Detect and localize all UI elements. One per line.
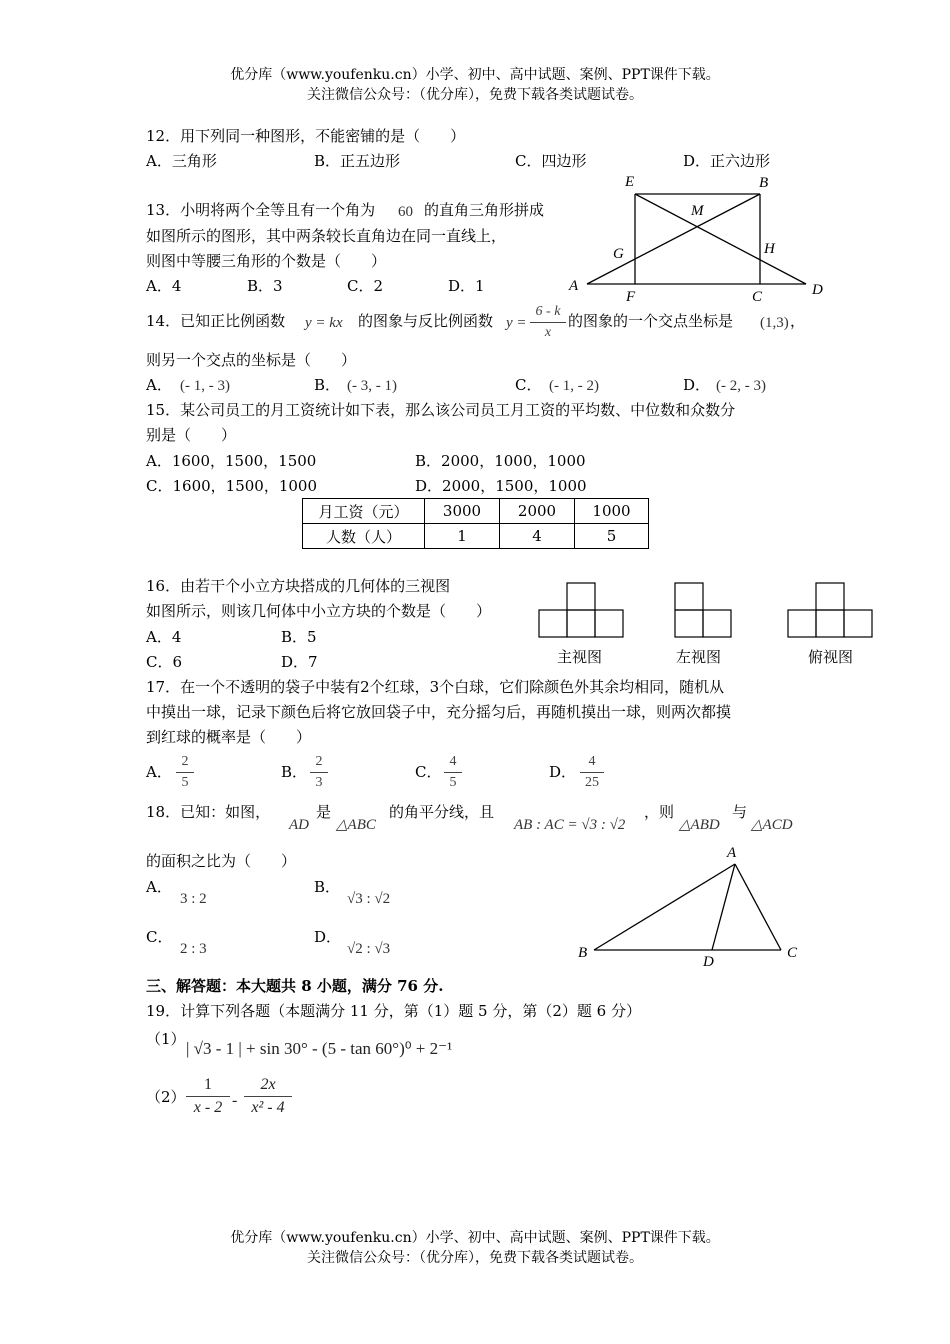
q17-option-a-letter: A． xyxy=(146,763,172,781)
q15-option-a: A．1600，1500，1500 xyxy=(146,452,317,470)
q17-option-d-fraction xyxy=(580,755,604,790)
q15-option-c: C．1600，1500，1000 xyxy=(146,477,317,495)
table-row xyxy=(303,524,649,549)
q17-line-2: 中摸出一球，记录下颜色后将它放回袋子中，充分摇匀后，再随机摸出一球，则两次都摸 xyxy=(146,703,732,721)
q18-option-a-letter: A． xyxy=(146,878,172,896)
q17-a-num: 2 xyxy=(181,754,189,769)
q15-option-d: D．2000，1500，1000 xyxy=(415,477,587,495)
q18-stem-b: 是 xyxy=(316,803,332,821)
table-cell: 3000 xyxy=(425,499,500,524)
q17-a-den: 5 xyxy=(181,775,189,790)
q17-option-c-fraction xyxy=(444,755,462,790)
q19-p2-den1: x - 2 xyxy=(193,1099,223,1116)
q16-option-b: B．5 xyxy=(281,628,317,646)
table-cell: 2000 xyxy=(500,499,575,524)
q14-option-a-value: (- 1, - 3) xyxy=(180,378,230,394)
q18-option-d-value: √2 : √3 xyxy=(347,941,391,957)
table-cell: 1000 xyxy=(575,499,649,524)
q13-angle: 60 xyxy=(398,204,413,220)
q14-option-c-value: (- 1, - 2) xyxy=(549,378,599,394)
q15-stem: 15．某公司员工的月工资统计如下表，那么该公司员工月工资的平均数、中位数和众数分 xyxy=(146,401,736,419)
section-3-title: 三、解答题：本大题共 8 小题，满分 76 分. xyxy=(146,977,444,995)
q13-label-e: E xyxy=(625,174,635,190)
q17-c-num: 4 xyxy=(449,754,457,769)
q15-option-b: B．2000，1000，1000 xyxy=(415,452,586,470)
q14-func2-lhs: y = xyxy=(506,315,527,331)
q16-option-c: C．6 xyxy=(146,653,183,671)
q17-b-den: 3 xyxy=(315,775,323,790)
q14-line-2: 则另一个交点的坐标是（ ） xyxy=(146,351,357,369)
q13-option-c: C．2 xyxy=(347,277,384,295)
q18-option-c-letter: C． xyxy=(146,928,173,946)
q18-label-d: D xyxy=(703,954,714,970)
q13-figure xyxy=(560,168,840,308)
q13-option-d: D．1 xyxy=(448,277,485,295)
q16-option-a: A．4 xyxy=(146,628,182,646)
q19-part2-fraction-1 xyxy=(186,1077,230,1116)
q18-label-a: A xyxy=(727,845,737,861)
q18-stem-c: 的角平分线，且 xyxy=(389,803,495,821)
q14-option-c-letter: C． xyxy=(515,376,542,394)
q17-c-den: 5 xyxy=(449,775,457,790)
footer-line-2: 关注微信公众号：（优分库），免费下载各类试题试卷。 xyxy=(307,1250,643,1266)
q13-label-m: M xyxy=(691,203,704,219)
q18-tri-acd: △ACD xyxy=(751,817,793,833)
q17-stem: 17．在一个不透明的袋子中装有2个红球，3个白球，它们除颜色外其余均相同，随机从 xyxy=(146,678,725,696)
q14-option-b-value: (- 3, - 1) xyxy=(347,378,397,394)
q18-label-c: C xyxy=(787,945,798,961)
table-row xyxy=(303,499,649,524)
q13-label-d: D xyxy=(812,282,823,298)
footer-line-1: 优分库（www.youfenku.cn）小学、初中、高中试题、案例、PPT课件下载。 xyxy=(230,1230,720,1246)
q13-option-b: B．3 xyxy=(247,277,283,295)
q17-d-num: 4 xyxy=(588,754,596,769)
q16-line-2: 如图所示，则该几何体中小立方块的个数是（ ） xyxy=(146,602,492,620)
q17-b-num: 2 xyxy=(315,754,323,769)
q13-line-ed xyxy=(635,194,806,284)
q13-label-f: F xyxy=(626,289,636,305)
q12-option-d: D．正六边形 xyxy=(683,152,771,170)
header-line-1: 优分库（www.youfenku.cn）小学、初中、高中试题、案例、PPT课件下载。 xyxy=(230,67,720,83)
q19-p2-num2: 2x xyxy=(260,1076,276,1093)
q18-option-d-letter: D． xyxy=(314,928,342,946)
q13-stem-a: 13．小明将两个全等且有一个角为 xyxy=(146,201,376,219)
q18-side-ab xyxy=(594,864,735,950)
q17-d-den: 25 xyxy=(585,775,599,790)
q18-stem-e: 与 xyxy=(732,803,748,821)
q17-line-3: 到红球的概率是（ ） xyxy=(146,728,312,746)
q19-part2-fraction-2 xyxy=(244,1077,292,1116)
q18-label-b: B xyxy=(578,945,588,961)
q13-option-a: A．4 xyxy=(146,277,182,295)
q18-ad: AD xyxy=(289,817,309,833)
q14-stem-b: 的图象与反比例函数 xyxy=(358,312,494,330)
q17-option-a-fraction xyxy=(176,755,194,790)
q16-front-view-label: 主视图 xyxy=(557,648,603,666)
q18-side-ac xyxy=(735,864,781,950)
table-cell: 4 xyxy=(500,524,575,549)
q14-point: (1,3) xyxy=(760,315,789,331)
q18-tri-abc: △ABC xyxy=(336,817,376,833)
q13-label-a: A xyxy=(569,278,579,294)
q13-label-c: C xyxy=(752,289,763,305)
q17-option-b-letter: B． xyxy=(281,763,308,781)
q19-part1-expr: | √3 - 1 | + sin 30° - (5 - tan 60°)⁰ + 2⁻¹ xyxy=(186,1039,453,1058)
q18-stem-d: ，则 xyxy=(644,803,675,821)
q16-stem: 16．由若干个小立方块搭成的几何体的三视图 xyxy=(146,577,451,595)
q14-stem-a: 14．已知正比例函数 xyxy=(146,312,286,330)
q15-salary-table xyxy=(302,498,649,549)
q18-option-b-letter: B． xyxy=(314,878,341,896)
q13-line-3: 则图中等腰三角形的个数是（ ） xyxy=(146,252,387,270)
q18-ratio: AB : AC = √3 : √2 xyxy=(514,817,626,833)
q17-option-b-fraction xyxy=(310,755,328,790)
table-cell: 5 xyxy=(575,524,649,549)
q14-func2-den: x xyxy=(544,325,552,340)
q18-line-2: 的面积之比为（ ） xyxy=(146,852,297,870)
q13-label-g: G xyxy=(613,246,624,262)
table-cell: 月工资（元） xyxy=(303,499,425,524)
q12-option-c: C．四边形 xyxy=(515,152,587,170)
q19-p2-den2: x² - 4 xyxy=(251,1099,285,1116)
q15-line-2: 别是（ ） xyxy=(146,426,237,444)
front-view xyxy=(539,583,623,637)
q12-option-b: B．正五边形 xyxy=(314,152,401,170)
q14-option-d-letter: D． xyxy=(683,376,711,394)
q13-line-ab xyxy=(587,194,760,284)
q18-option-b-value: √3 : √2 xyxy=(347,891,391,907)
q18-option-a-value: 3 : 2 xyxy=(180,891,207,907)
q12-stem: 12．用下列同一种图形，不能密铺的是（ ） xyxy=(146,127,466,145)
q14-comma: ， xyxy=(790,312,806,330)
q19-part1-label: （1） xyxy=(146,1030,186,1048)
table-cell: 人数（人） xyxy=(303,524,425,549)
header-line-2: 关注微信公众号：（优分库），免费下载各类试题试卷。 xyxy=(307,87,643,103)
q17-option-c-letter: C． xyxy=(415,763,442,781)
q18-stem-a: 18．已知：如图， xyxy=(146,803,271,821)
q12-option-a: A．三角形 xyxy=(146,152,217,170)
q13-label-b: B xyxy=(759,175,769,191)
left-view xyxy=(675,583,731,637)
q14-option-b-letter: B． xyxy=(314,376,341,394)
top-view xyxy=(788,583,872,637)
q18-bisector-ad xyxy=(712,864,735,950)
q14-option-d-value: (- 2, - 3) xyxy=(716,378,766,394)
q18-figure xyxy=(570,840,810,970)
q19-part2-minus: - xyxy=(232,1092,238,1109)
q19-stem: 19．计算下列各题（本题满分 11 分，第（1）题 5 分，第（2）题 6 分） xyxy=(146,1002,641,1020)
q14-option-a-letter: A． xyxy=(146,376,172,394)
q16-option-d: D．7 xyxy=(281,653,318,671)
table-cell: 1 xyxy=(425,524,500,549)
q16-left-view-label: 左视图 xyxy=(676,648,722,666)
q13-line-2: 如图所示的图形，其中两条较长直角边在同一直线上， xyxy=(146,227,507,245)
q14-func2-num: 6 - k xyxy=(535,304,561,319)
q19-part2-label: （2） xyxy=(146,1088,186,1106)
q16-top-view-label: 俯视图 xyxy=(808,648,854,666)
q18-tri-abd: △ABD xyxy=(679,817,720,833)
q18-option-c-value: 2 : 3 xyxy=(180,941,207,957)
q13-stem-b: 的直角三角形拼成 xyxy=(424,201,545,219)
q14-func2-fraction xyxy=(530,305,566,340)
q14-stem-c: 的图象的一个交点坐标是 xyxy=(568,312,734,330)
q17-option-d-letter: D． xyxy=(549,763,577,781)
q13-label-h: H xyxy=(764,241,775,257)
q14-func1: y = kx xyxy=(305,315,343,331)
q19-p2-num1: 1 xyxy=(204,1076,212,1093)
